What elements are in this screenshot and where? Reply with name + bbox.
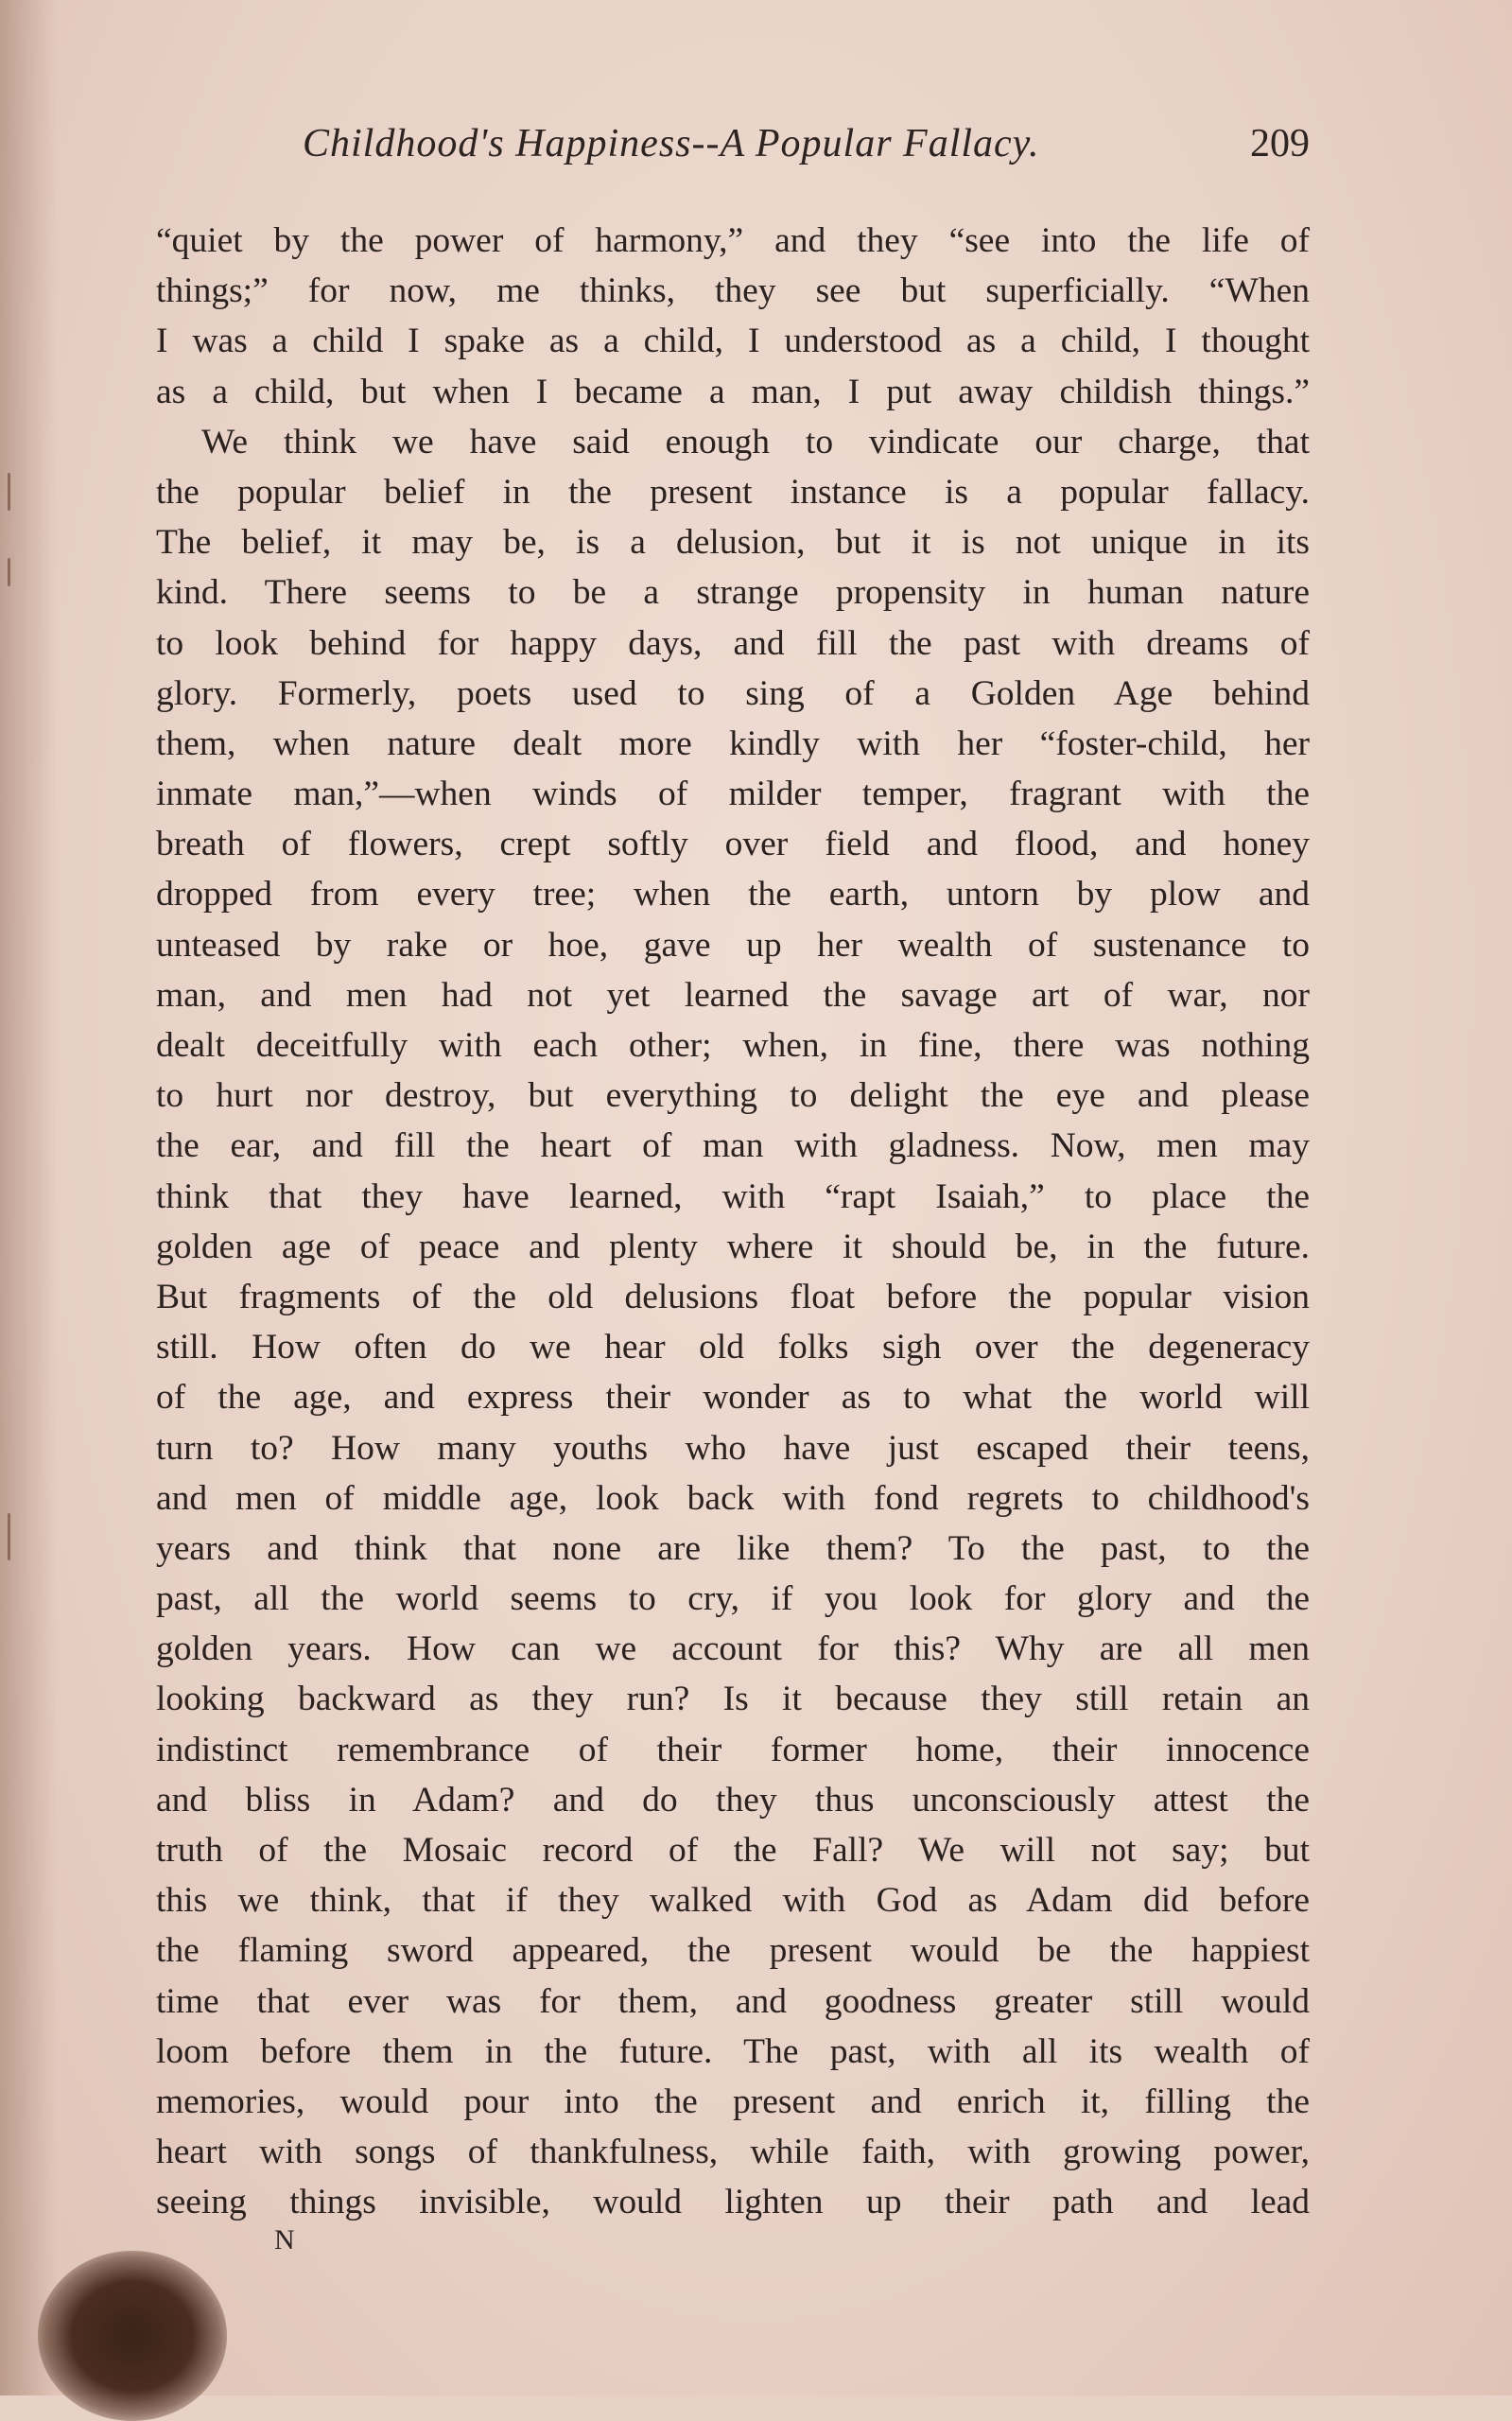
text-line: dealt deceitfully with each other; when, in fine, there was nothing: [156, 1026, 1310, 1065]
text-line: golden age of peace and plenty where it should be, in the future.: [156, 1227, 1310, 1266]
text-line: breath of flowers, crept softly over field and flood, and honey: [156, 825, 1310, 864]
text-line: the ear, and fill the heart of man with gladness. Now, men may: [156, 1126, 1310, 1166]
text-line: years and think that none are like them? To the past, to the: [156, 1528, 1310, 1568]
text-line: inmate man,”—when winds of milder temper, fragrant with the: [156, 775, 1310, 814]
text-line: the popular belief in the present instance is a popular fallacy.: [156, 472, 1310, 512]
text-line: The belief, it may be, is a delusion, but it is not unique in its: [156, 523, 1310, 563]
text-line: still. How often do we hear old folks sigh over the degeneracy: [156, 1328, 1310, 1367]
text-line: time that ever was for them, and goodness greater still would: [156, 1981, 1310, 2021]
text-line: turn to? How many youths who have just escaped their teens,: [156, 1428, 1310, 1468]
gutter-shadow: [0, 0, 57, 2395]
text-line: kind. There seems to be a strange propensity in human nature: [156, 573, 1310, 613]
edge-mark: [8, 473, 10, 511]
text-line: But fragments of the old delusions float before the popular vision: [156, 1277, 1310, 1316]
ink-stain: [38, 2251, 227, 2421]
text-line: of the age, and express their wonder as to what the world will: [156, 1378, 1310, 1418]
text-line: things;” for now, me thinks, they see but superficially. “When: [156, 271, 1310, 311]
text-line: unteased by rake or hoe, gave up her wealth of sustenance to: [156, 925, 1310, 965]
edge-mark: [8, 558, 10, 586]
text-line: golden years. How can we account for this? Why are all men: [156, 1629, 1310, 1669]
page-header: [156, 121, 1310, 178]
text-line: heart with songs of thankfulness, while faith, with growing power,: [156, 2133, 1310, 2172]
text-line: and bliss in Adam? and do they thus unconsciously attest the: [156, 1780, 1310, 1820]
text-line: indistinct remembrance of their former home, their innocence: [156, 1730, 1310, 1769]
text-line: think that they have learned, with “rapt Isaiah,” to place the: [156, 1176, 1310, 1216]
text-line: memories, would pour into the present and enrich it, filling the: [156, 2081, 1310, 2121]
text-line: them, when nature dealt more kindly with her “foster-child, her: [156, 723, 1310, 763]
text-line: this we think, that if they walked with God as Adam did before: [156, 1881, 1310, 1921]
text-line: seeing things invisible, would lighten up their path and lead: [156, 2183, 1310, 2222]
text-line: past, all the world seems to cry, if you look for glory and the: [156, 1579, 1310, 1619]
text-line: dropped from every tree; when the earth, untorn by plow and: [156, 875, 1310, 914]
text-line: to look behind for happy days, and fill the past with dreams of: [156, 623, 1310, 663]
running-title: Childhood's Happiness--A Popular Fallacy.: [303, 122, 1040, 165]
text-line: as a child, but when I became a man, I put away childish things.”: [156, 372, 1310, 411]
text-line: and men of middle age, look back with fond regrets to childhood's: [156, 1478, 1310, 1518]
signature-mark: N: [274, 2224, 295, 2256]
text-line: loom before them in the future. The past, with all its wealth of: [156, 2031, 1310, 2071]
text-line: man, and men had not yet learned the savage art of war, nor: [156, 975, 1310, 1015]
text-line: to hurt nor destroy, but everything to delight the eye and please: [156, 1076, 1310, 1116]
text-line: I was a child I spake as a child, I understood as a child, I thought: [156, 322, 1310, 361]
text-line: glory. Formerly, poets used to sing of a Golden Age behind: [156, 673, 1310, 713]
text-line: the flaming sword appeared, the present would be the happiest: [156, 1931, 1310, 1971]
text-line: “quiet by the power of harmony,” and they “see into the life of: [156, 221, 1310, 260]
body-text: [156, 216, 1310, 2228]
page-number: 209: [1250, 122, 1310, 165]
text-line: looking backward as they run? Is it because they still retain an: [156, 1680, 1310, 1719]
text-line: We think we have said enough to vindicate our charge, that: [201, 422, 1310, 462]
edge-mark: [8, 1513, 10, 1560]
text-line: truth of the Mosaic record of the Fall? We will not say; but: [156, 1831, 1310, 1870]
